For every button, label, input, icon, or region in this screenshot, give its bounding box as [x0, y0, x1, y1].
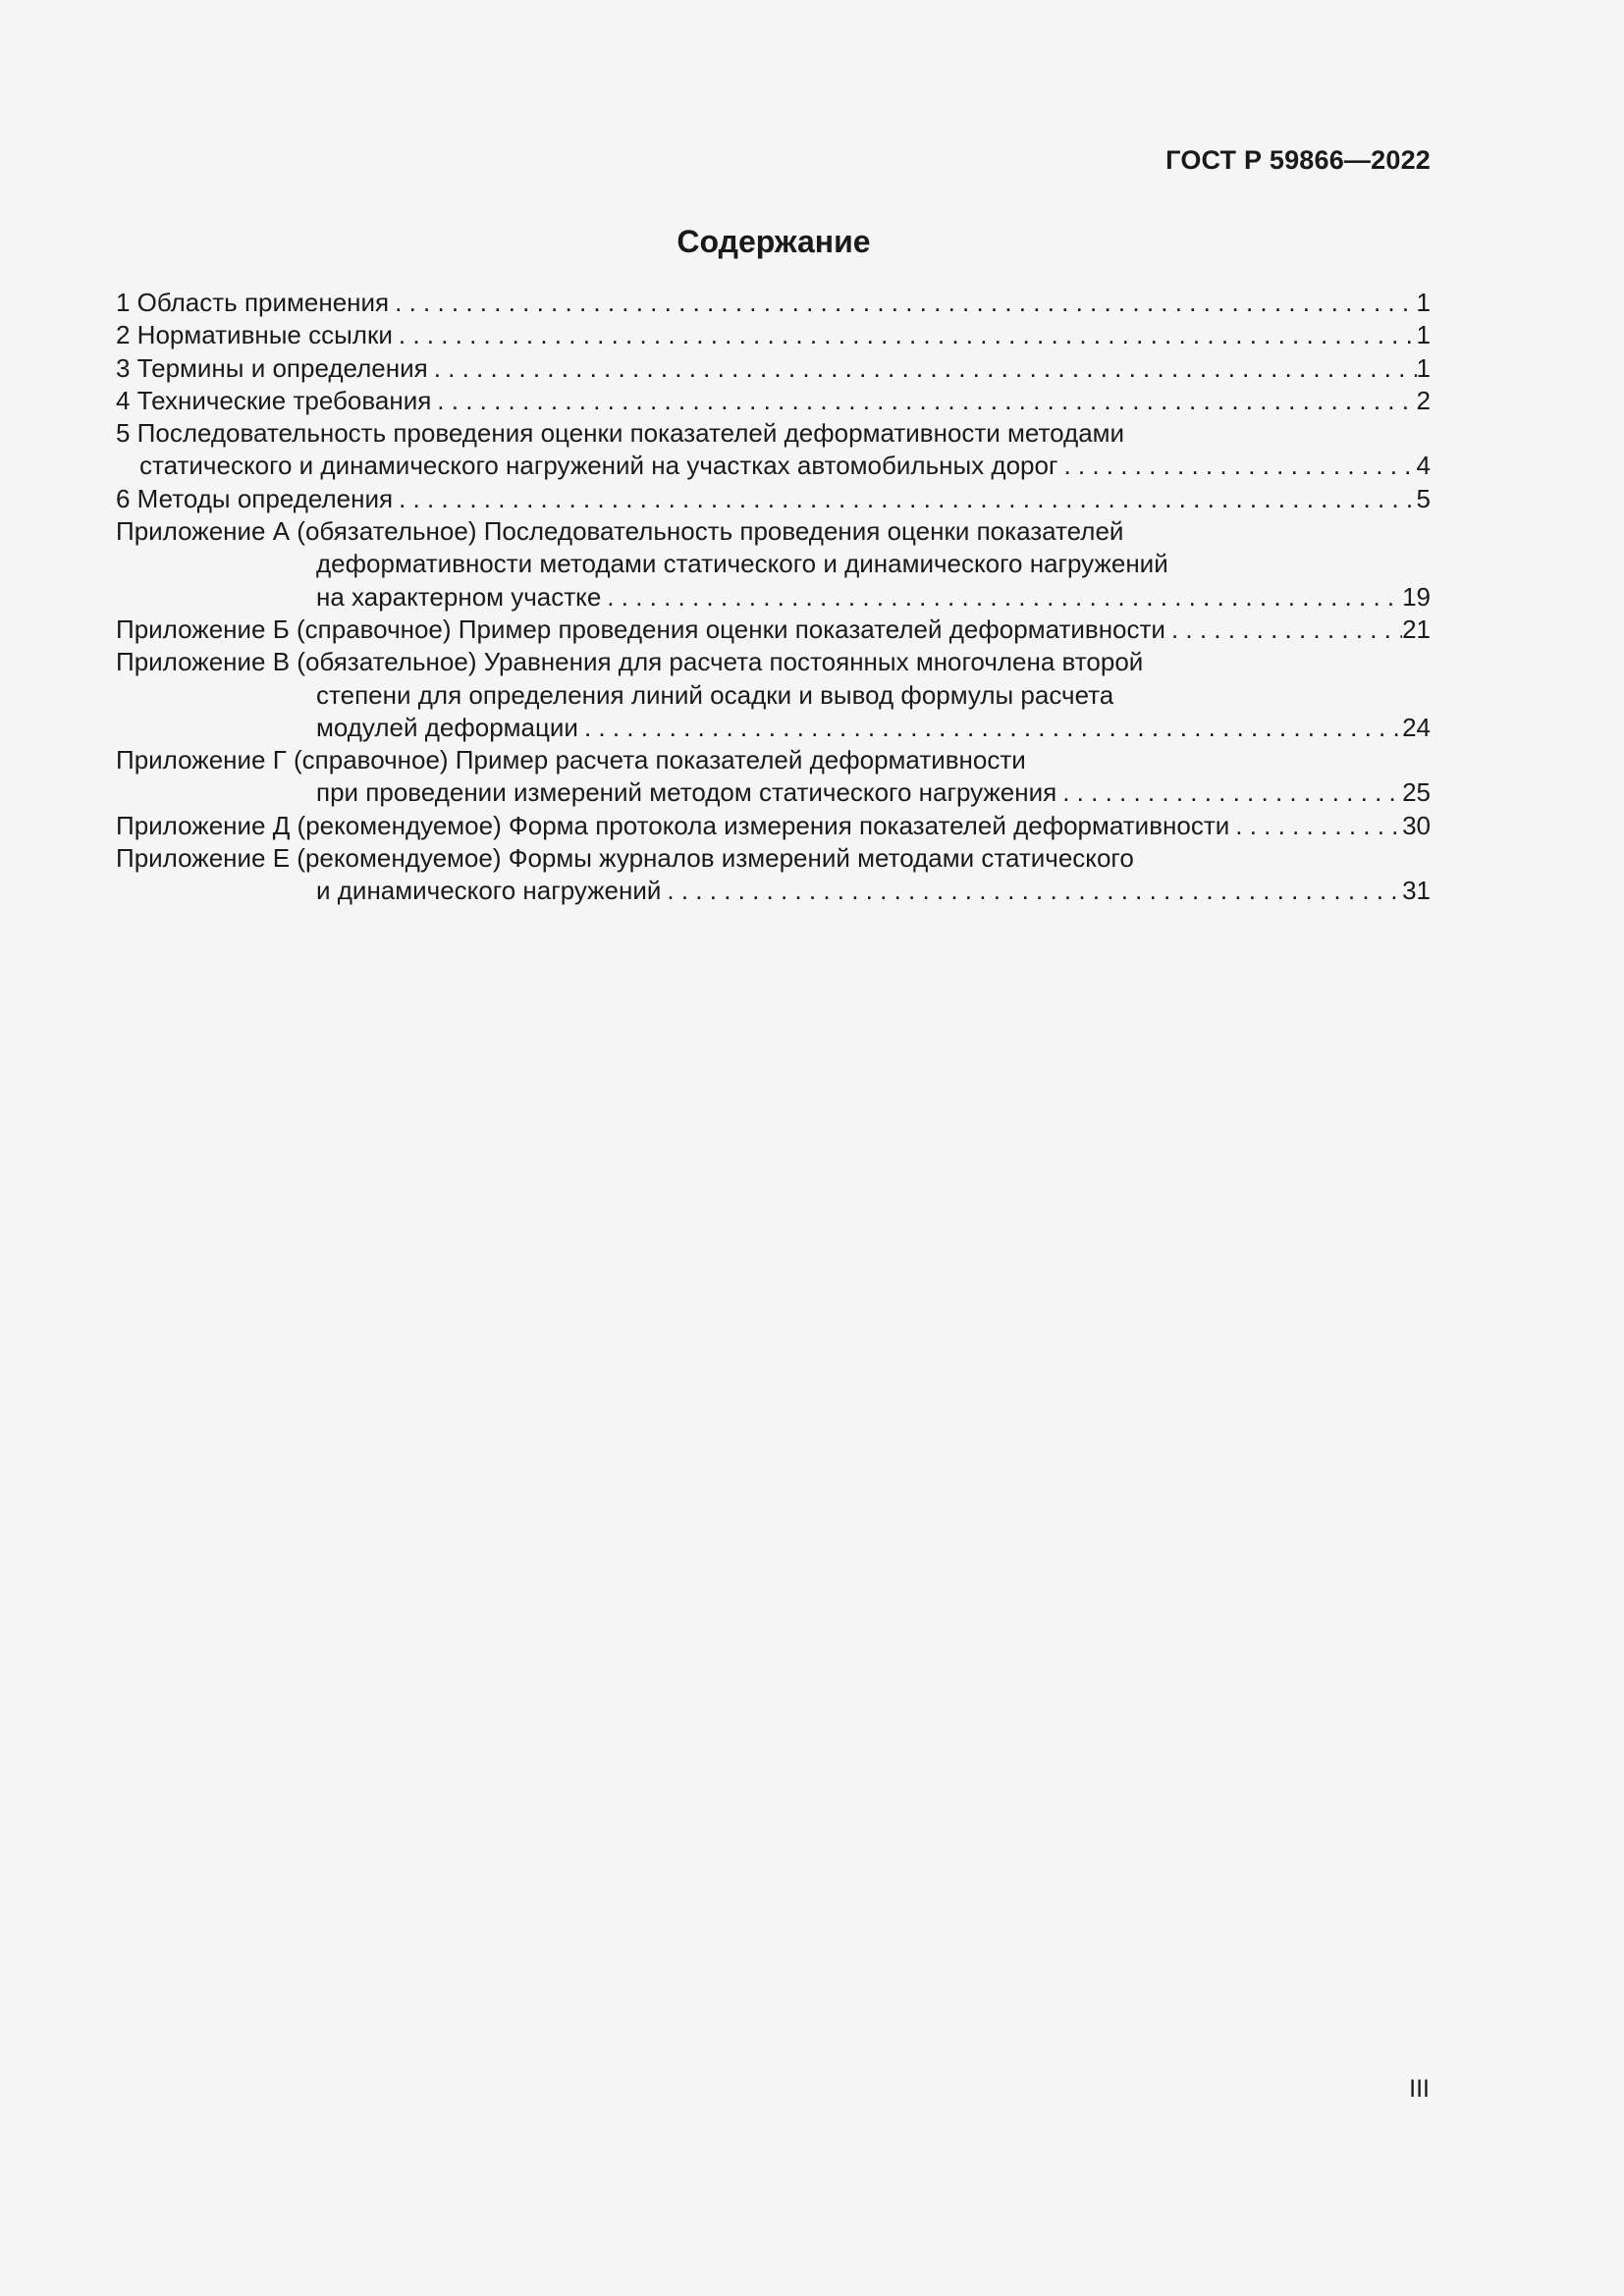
dot-leader [431, 385, 1416, 417]
toc-entry-text: 3 Термины и определения [116, 352, 428, 383]
toc-entry-text: Приложение В (обязательное) Уравнения для расчета постоянных многочлена второй [116, 647, 1144, 677]
toc-entry[interactable] [116, 417, 1431, 483]
toc-entry-text: Приложение Д (рекомендуемое) Форма протокола измерения показателей деформативности [116, 810, 1230, 840]
toc-entry-line [116, 352, 1431, 385]
toc-entry[interactable] [116, 646, 1431, 744]
toc-entry-line [116, 450, 1431, 482]
toc-entry-line [116, 287, 1431, 319]
toc-entry-text: на характерном участке [316, 581, 602, 612]
toc-entry[interactable] [116, 385, 1431, 417]
toc-entry-page: 1 [1416, 352, 1431, 383]
toc-entry-page: 2 [1416, 385, 1431, 415]
dot-leader [393, 483, 1416, 515]
toc-entry-page: 21 [1402, 614, 1431, 644]
toc-entry-page: 30 [1402, 810, 1431, 840]
toc-entry-line [116, 614, 1431, 646]
toc-entry-text: при проведении измерений методом статического нагружения [316, 777, 1057, 808]
toc-entry-line [116, 483, 1431, 515]
toc-entry-line [116, 646, 1431, 678]
toc-entry-page: 19 [1402, 581, 1431, 612]
dot-leader [1056, 776, 1402, 809]
document-code: ГОСТ Р 59866—2022 [1165, 145, 1431, 175]
toc-entry-text: Приложение Е (рекомендуемое) Формы журналов измерений методами статического [116, 843, 1134, 874]
toc-title: Содержание [677, 224, 871, 259]
toc-entry-text: 4 Технические требования [116, 385, 432, 415]
toc-entry-page: 25 [1402, 777, 1431, 808]
toc-entry-line [116, 319, 1431, 351]
toc-entry[interactable] [116, 842, 1431, 908]
toc-entry-text: деформативности методами статического и динамического нагружений [316, 549, 1168, 579]
dot-leader [578, 712, 1402, 744]
toc-entry-page: 4 [1416, 451, 1431, 481]
toc-entry-line [116, 515, 1431, 548]
toc-entry-page: 5 [1416, 483, 1431, 513]
toc-entry-text: степени для определения линий осадки и вывод формулы расчета [316, 679, 1114, 710]
toc-entry-line [116, 842, 1431, 875]
toc-entry-line [116, 679, 1431, 712]
toc-entry-line [116, 548, 1431, 580]
toc-entry[interactable] [116, 287, 1431, 319]
dot-leader [1165, 614, 1402, 646]
toc-entry[interactable] [116, 319, 1431, 351]
toc-entry-line [116, 385, 1431, 417]
page-number: III [1409, 2075, 1430, 2103]
toc-entry-text: Приложение Б (справочное) Пример проведения оценки показателей деформативности [116, 614, 1165, 644]
toc-entry-line [116, 417, 1431, 450]
toc-entry-page: 1 [1416, 320, 1431, 350]
dot-leader [1229, 810, 1402, 842]
toc-entry-line [116, 810, 1431, 842]
toc-entry-page: 31 [1402, 876, 1431, 906]
toc-entry[interactable] [116, 810, 1431, 842]
toc-entry-page: 1 [1416, 288, 1431, 317]
toc-entry-line [116, 712, 1431, 744]
toc-entry[interactable] [116, 352, 1431, 385]
toc-entry-line [116, 875, 1431, 907]
toc-entry-text: 6 Методы определения [116, 483, 394, 513]
dot-leader [393, 319, 1417, 351]
table-of-contents [116, 287, 1431, 908]
toc-entry-text: 5 Последовательность проведения оценки показателей деформативности методами [116, 418, 1125, 449]
toc-entry-text: Приложение Г (справочное) Пример расчета показателей деформативности [116, 745, 1026, 775]
toc-entry[interactable] [116, 483, 1431, 515]
toc-entry-text: модулей деформации [316, 712, 578, 742]
dot-leader [661, 875, 1402, 907]
toc-entry-line [116, 581, 1431, 614]
toc-entry-text: статического и динамического нагружений на участках автомобильных дорог [139, 451, 1058, 481]
toc-entry-page: 24 [1402, 712, 1431, 742]
dot-leader [601, 581, 1402, 614]
toc-entry-line [116, 744, 1431, 776]
toc-entry-text: 2 Нормативные ссылки [116, 320, 393, 350]
toc-entry-text: 1 Область применения [116, 288, 390, 317]
toc-entry[interactable] [116, 614, 1431, 646]
dot-leader [389, 287, 1416, 319]
toc-entry-text: Приложение А (обязательное) Последовательность проведения оценки показателей [116, 516, 1124, 547]
toc-entry-text: и динамического нагружений [316, 876, 662, 906]
toc-entry[interactable] [116, 515, 1431, 614]
dot-leader [428, 352, 1417, 385]
toc-entry-line [116, 776, 1431, 809]
dot-leader [1057, 450, 1416, 482]
toc-entry[interactable] [116, 744, 1431, 810]
